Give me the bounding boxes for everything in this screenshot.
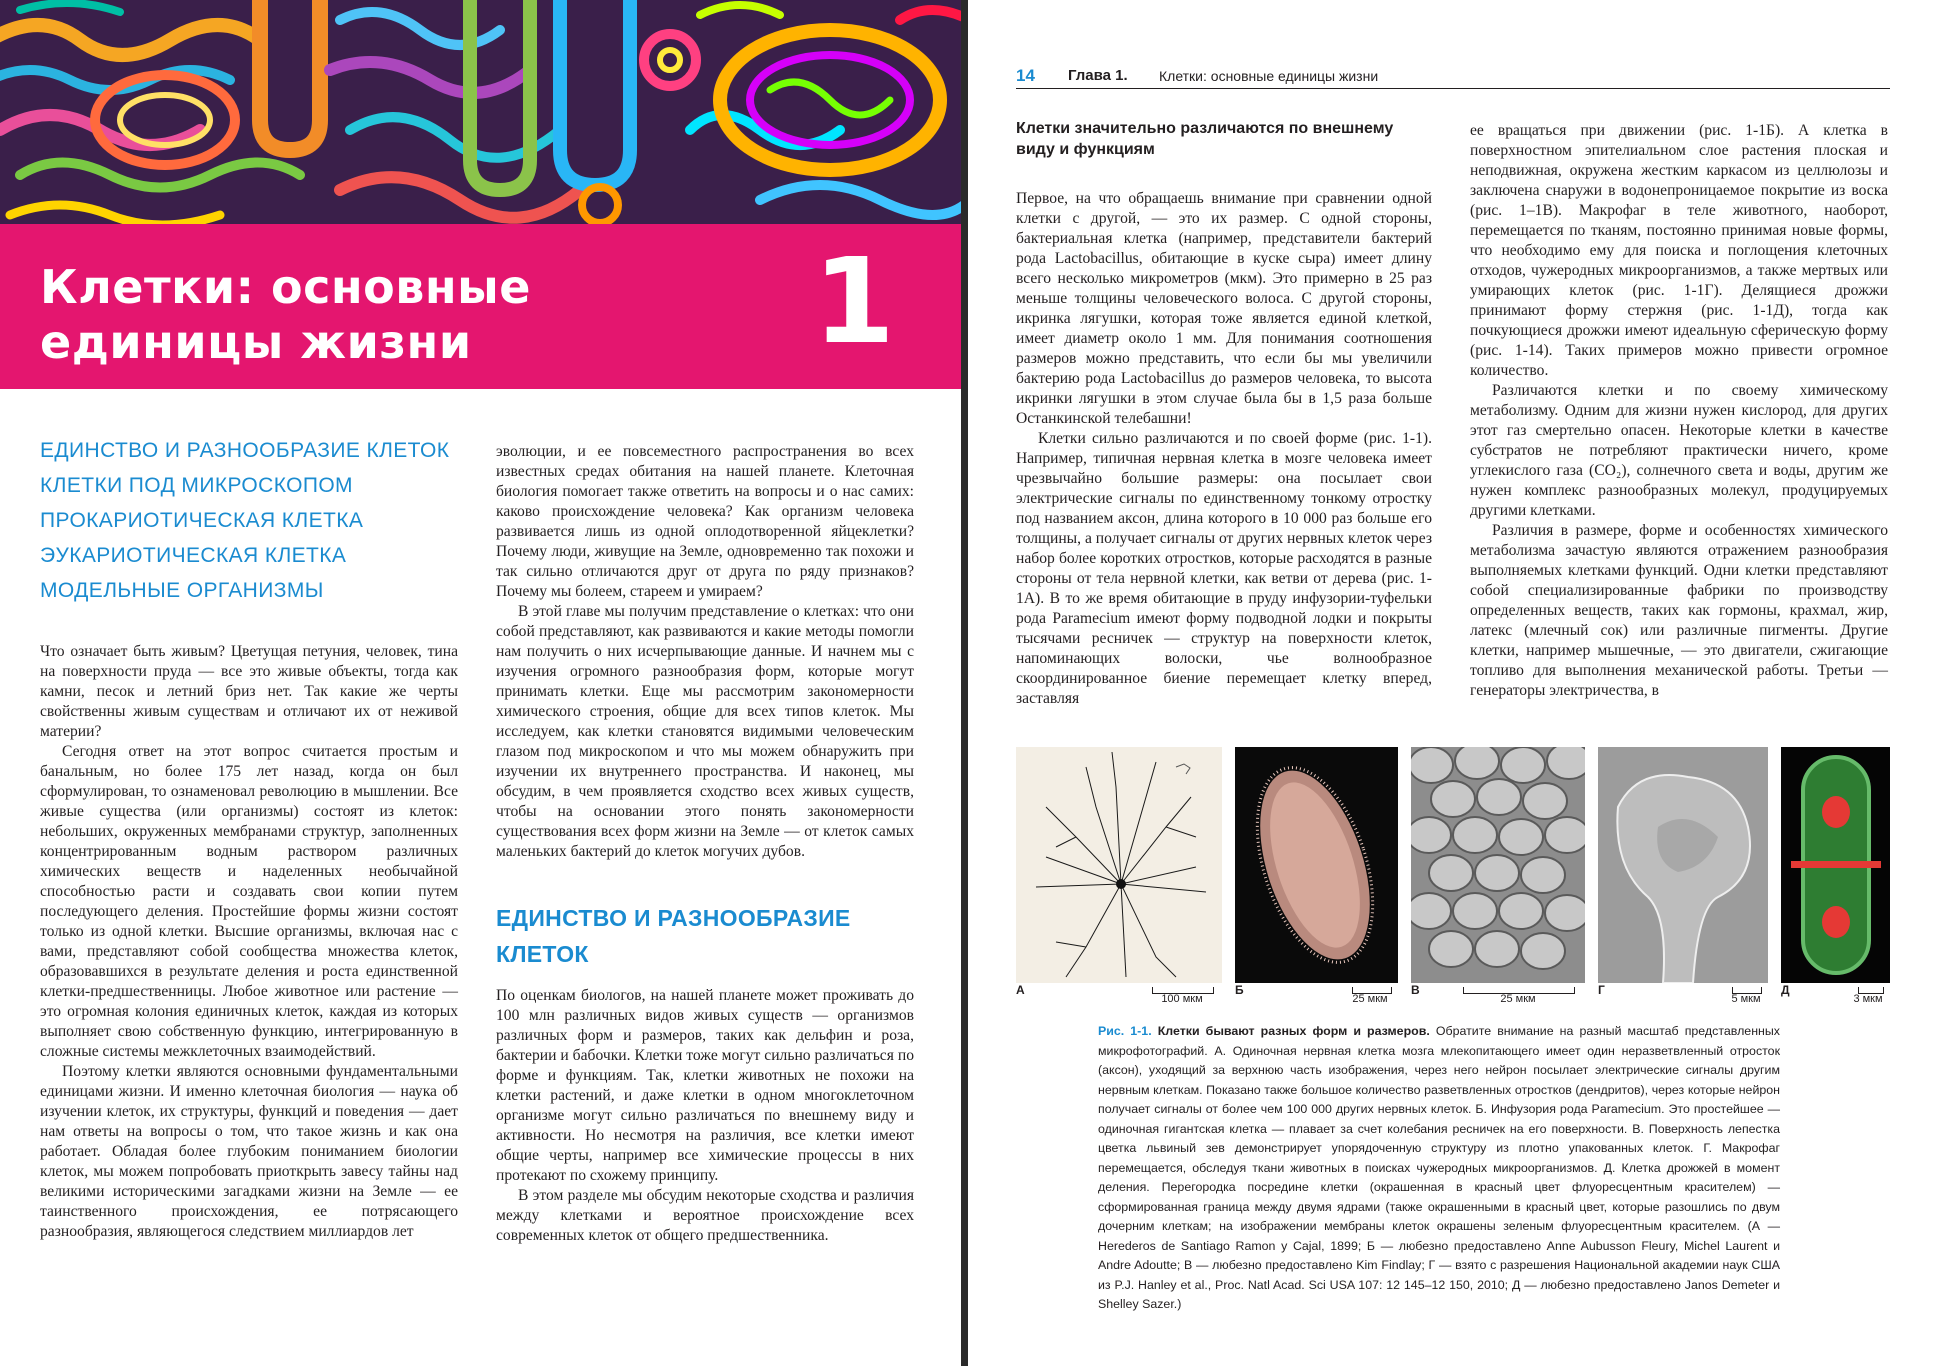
figure-caption (1098, 1022, 1780, 1315)
running-chapter-title: Клетки: основные единицы жизни (1159, 68, 1379, 84)
running-chapter-label: Глава 1. (1068, 67, 1128, 84)
body-paragraph: Различаются клетки и по своему химическому метаболизму. Одним для жизни нужен кислород, для других этот газ смертельно опасен. Некоторые клетки в качестве субстратов не потребляют практически ничего, кроме углекислого газа (CO₂), солнечного света и воды, другим же нужен комплекс разнообразных молекул, продуцируемых другими клетками. (1470, 382, 1888, 519)
body-paragraph: эволюции, и ее повсеместного распространения во всех известных средах обитания на нашей планете. Клеточная биология помогает также ответить на вопросы и о нас самих: каково происхождение человека? Как организм человека развивается лишь из одной оплодотворенной яйцеклетки? Почему люди, живущие на Земле, одновременно так похожи и так сильно отличаются друг от друга по ряду признаков? Почему мы болеем, стареем и умираем? (496, 443, 914, 600)
book-spine-gutter (961, 0, 968, 1366)
figure-panel-petal-surface (1411, 747, 1585, 983)
scale-label: 3 мкм (1853, 993, 1883, 1005)
chapter-number: 1 (812, 232, 895, 370)
right-text-column-1 (1016, 118, 1432, 709)
neuron-drawing-image (1016, 747, 1222, 983)
section-heading: ЕДИНСТВО И РАЗНООБРАЗИЕ КЛЕТОК (496, 905, 851, 967)
panel-label: В (1411, 983, 1420, 997)
figure-panel-paramecium (1235, 747, 1398, 983)
toc-item[interactable]: МОДЕЛЬНЫЕ ОРГАНИЗМЫ (40, 579, 324, 602)
left-page (0, 0, 961, 1366)
caption-title: Клетки бывают разных форм и размеров. (1157, 1024, 1430, 1038)
chapter-banner-artwork (0, 0, 961, 224)
panel-label: А (1016, 983, 1025, 997)
body-paragraph: Первое, на что обращаешь внимание при сравнении одной клетки с другой, — это их размер. С одной стороны, бактериальная клетка (например, представители бактерий рода Lactobacillus, обитающие в куске сыра) имеет длину всего несколько микрометров (мкм). Это примерно в 25 раз меньше толщины человеческого волоса. С другой стороны, икринка лягушки, которая тоже является единой клеткой, имеет диаметр около 1 мм. Для понимания соотношения размеров можно представить, что если бы мы увеличили бактерию рода Lactobacillus до размеров человека, то высота икринки лягушки в этом случае была бы в 1,5 раза больше Останкинской телебашни! (1016, 190, 1432, 427)
toc-item[interactable]: КЛЕТКИ ПОД МИКРОСКОПОМ (40, 474, 353, 497)
right-text-column-2 (1470, 121, 1888, 701)
scale-label: 100 мкм (1161, 993, 1203, 1005)
scale-label: 25 мкм (1352, 993, 1388, 1005)
figure-1-1 (1016, 747, 1890, 1010)
panel-label: Д (1781, 983, 1790, 997)
panel-label: Б (1235, 983, 1244, 997)
caption-label: Рис. 1-1. (1098, 1024, 1152, 1038)
body-paragraph: В этой главе мы получим представление о клетках: что они собой представляют, как развиваются и какие методы помогли нам получить о них исчерпывающие данные. И начнем мы с изучения огромного разнообразия форм, которые могут принимать клетки. Еще мы рассмотрим закономерности химического строения, общие для всех типов клеток. Мы исследуем, как клетки становятся видимыми человеческим глазом под микроскопом и что мы можем обнаружить при изучении их внутреннего пространства. И наконец, мы обсудим, в чем проявляется сходство всех живых существ, чтобы на основании этого понять закономерности существования всех форм жизни на Земле — от клеток самых маленьких бактерий до клеток могучих дубов. (496, 603, 914, 860)
paramecium-micrograph (1235, 747, 1398, 983)
body-paragraph: Клетки сильно различаются и по своей форме (рис. 1-1). Например, типичная нервная клетка в мозге человека имеет чрезвычайно большие размеры: она посылает свои электрические сигналы по единственному тонкому отростку под названием аксон, длина которого в 10 000 раз больше его толщины, а получает сигналы от других нервных клеток через набор более коротких отростков, которые расходятся в разные стороны от тела нервной клетки, как ветви от дерева (рис. 1-1А). В то же время обитающие в пруду инфузории-туфельки рода Paramecium имеют форму подводной лодки и покрыты тысячами ресничек — структур на поверхности клеток, напоминающих волоски, чье волнообразное скоординированное биение перемещает клетку вперед, заставляя (1016, 430, 1432, 707)
caption-text: Обратите внимание на разный масштаб представленных микрофотографий. А. Одиночная нервная клетка мозга млекопитающего имеет один неразветвленный отросток (аксон), уходящий за верхнюю часть изображения, через него нейрон посылает электрические сигналы другим нервным клеткам. Показано также большое количество разветвленных отростков (дендритов), через которые нейрон получает сигналы от более чем 100 000 других нервных клеток. Б. Инфузория рода Paramecium. Это простейшее — одиночная гигантская клетка — плавает за счет колебания ресничек на его поверхности. В. Поверхность лепестка цветка львиный зев демонстрирует упорядоченную структуру из плотно упакованных клеток. Г. Макрофаг перемещается, обследуя ткани животных в поисках чужеродных микроорганизмов. Д. Клетка дрожжей в момент деления. Перегородка посредине клетки (окрашенная в красный цвет флуоресцентным красителем) — сформированная граница между двумя ядрами (также окрашенными в красный цвет, которые разошлись по двум дочерним клеткам; на изображении мембраны клеток окрашены зеленым флуоресцентным красителем. (А — Herederos de Santiago Ramon y Cajal, 1899; Б — любезно предоставлено Anne Aubusson Fleury, Michel Laurent и Andre Adoutte; В — любезно предоставлено Kim Findlay; Г — взято с разрешения Национальной академии наук США из P.J. Hanley et al., Proc. Natl Acad. Sci USA 107: 12 145–12 150, 2010; Д — любезно предоставлено Janos Demeter и Shelley Sazer.) (1098, 1024, 1780, 1311)
body-paragraph: Что означает быть живым? Цветущая петуния, человек, тина на поверхности пруда — все это живые объекты, тогда как камни, песок и летний бриз нет. Так какие же черты свойственны живым существам и отличают их от неживой материи? (40, 643, 458, 740)
body-paragraph: По оценкам биологов, на нашей планете может проживать до 100 млн различных видов живых существ — организмов различных форм и размеров, таких как дельфин и роза, бактерии и бабочки. Клетки тоже могут сильно различаться по форме и функциям. Так, клетки животных не похожи на клетки растений, и даже клетки в одном многоклеточном организме могут сильно различаться по внешнему виду и активности. Но несмотря на различия, все клетки имеют общие черты, например все химические процессы в них протекают по схожему принципу. (496, 987, 914, 1184)
panel-label: Г (1598, 983, 1605, 997)
page-number: 14 (1016, 66, 1035, 85)
macrophage-micrograph (1598, 747, 1768, 983)
running-header (1016, 66, 1890, 89)
chapter-title-band (0, 224, 961, 389)
figure-panel-yeast (1781, 747, 1890, 983)
figure-panel-macrophage (1598, 747, 1768, 983)
right-page (968, 0, 1933, 1366)
body-paragraph: Поэтому клетки являются основными фундаментальными единицами жизни. И именно клеточная биология — наука об изучении клеток, их структуры, функций и поведения — дает нам ответы на вопросы о том, что такое жизнь и как она работает. Обладая более глубоким пониманием биологии клеток, мы можем попробовать приоткрыть завесу тайны над великими историческими загадками жизни на Земле — ее таинственного происхождения, ее потрясающего разнообразия, являющегося следствием миллиардов лет (40, 1063, 458, 1240)
body-paragraph: Сегодня ответ на этот вопрос считается простым и банальным, но более 175 лет назад, когда он был сформулирован, то ознаменовал революцию в мышлении. Все живые существа (или организмы) состоят из клеток: небольших, окруженных мембранами структур, заполненных концентрированным водным раствором различных химических веществ и наделенных необычайной способностью расти и создавать свои копии путем последующего деления. Простейшие формы жизни состоят только из одной клетки. Высшие организмы, включая нас с вами, представляют собой сообщества множества клеток, образовавшихся в результате деления и роста единственной клетки-предшественницы. Любое животное или растение — это огромная колония единичных клеток, каждая из которых выполняет свою собственную функцию, интегрированную в сложные системы межклеточных взаимодействий. (40, 743, 458, 1060)
body-paragraph: В этом разделе мы обсудим некоторые сходства и различия между клетками и вероятное происхождение всех современных клеток от общего предшественника. (496, 1187, 914, 1244)
yeast-fluorescence-micrograph (1781, 747, 1890, 983)
scale-label: 5 мкм (1731, 993, 1761, 1005)
subsection-heading: Клетки значительно различаются по внешнему виду и функциям (1016, 120, 1394, 158)
toc-item[interactable]: ЭУКАРИОТИЧЕСКАЯ КЛЕТКА (40, 544, 347, 567)
left-text-column-1 (40, 642, 458, 1242)
body-paragraph: ее вращаться при движении (рис. 1-1Б). А клетка в поверхностном эпителиальном слое растения плоская и неподвижная, окружена жестким каркасом из целлюлозы и заключена снаружи в водонепроницаемое покрытие из воска (рис. 1–1В). Макрофаг в теле животного, наоборот, перемещается по тканям, постоянно принимая новые формы, что необходимо ему для поиска и поглощения клеточных отходов, чужеродных микроорганизмов, а также мертвых или умирающих клеток (рис. 1-1Г). Делящиеся дрожжи принимают форму стержня (рис. 1-1Д), тогда как почкующиеся дрожжи имеют идеальную сферическую форму (рис. 1-14). Таких примеров можно привести огромное количество. (1470, 122, 1888, 379)
cell-illustration-image (0, 0, 961, 224)
chapter-contents-list (40, 433, 470, 608)
body-paragraph: Различия в размере, форме и особенностях химического метаболизма зачастую являются отражением разнообразия выполняемых клетками функций. Одни клетки представляют собой специализированные фабрики по производству определенных веществ, таких как гормоны, крахмал, жир, латекс (млечный сок) или различные пигменты. Другие клетки, например мышечные, — это двигатели, сжигающие топливо для выполнения механической работы. Третьи — генераторы электричества, в (1470, 522, 1888, 699)
chapter-title: Клетки: основные единицы жизни (40, 260, 531, 369)
toc-item[interactable]: ПРОКАРИОТИЧЕСКАЯ КЛЕТКА (40, 509, 364, 532)
petal-surface-micrograph (1411, 747, 1585, 983)
figure-panel-neuron (1016, 747, 1222, 983)
scale-label: 25 мкм (1500, 993, 1536, 1005)
toc-item[interactable]: ЕДИНСТВО И РАЗНООБРАЗИЕ КЛЕТОК (40, 439, 450, 462)
left-text-column-2 (496, 442, 914, 1246)
